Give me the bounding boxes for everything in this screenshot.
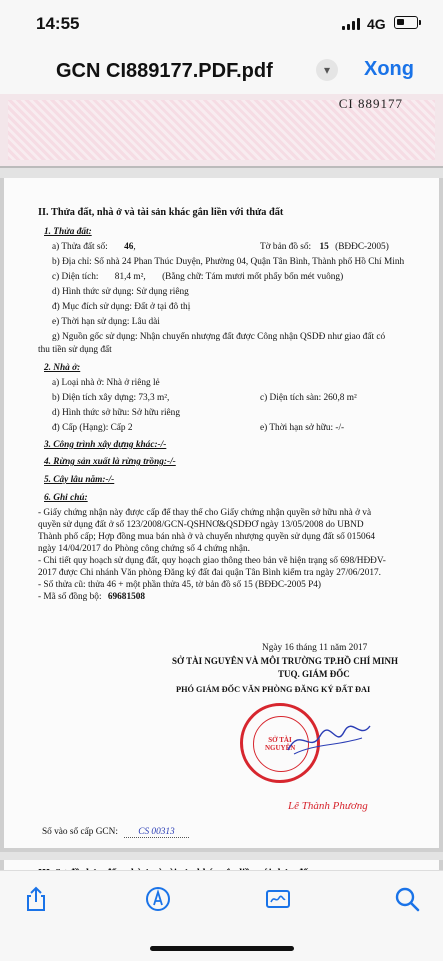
note-1-line-3: Thành phố cấp; Hợp đồng mua bán nhà ở và chuyển nhượng quyền sử dụng đất số 015064 bbox=[38, 532, 375, 542]
land-origin: g) Nguồn gốc sử dụng: Nhận chuyển nhượng đất được Công nhận QSDĐ như giao đất có bbox=[52, 332, 386, 342]
land-use-form: d) Hình thức sử dụng: Sử dụng riêng bbox=[52, 287, 189, 297]
perennial-trees: 5. Cây lâu năm:-/- bbox=[44, 475, 115, 485]
register-label: Số vào sổ cấp GCN: bbox=[42, 827, 118, 837]
cellular-signal-icon bbox=[342, 18, 360, 30]
navigation-bar bbox=[0, 46, 443, 95]
battery-icon bbox=[394, 16, 418, 29]
planted-forest: 4. Rừng sản xuất là rừng trồng:-/- bbox=[44, 457, 176, 467]
sync-code-label: - Mã số đồng bộ: bbox=[38, 592, 102, 602]
note-1-line-4: ngày 14/04/2017 do Phòng công chứng số 4 chứng nhận. bbox=[38, 544, 251, 554]
issue-date: Ngày 16 tháng 11 năm 2017 bbox=[262, 643, 368, 653]
markup-icon[interactable] bbox=[144, 885, 172, 913]
house-term: e) Thời hạn sở hữu: -/- bbox=[260, 423, 345, 433]
authorization: TUQ. GIÁM ĐỐC bbox=[278, 669, 350, 679]
signature-mark bbox=[284, 718, 374, 758]
land-use-purpose: đ) Mục đích sử dụng: Đất ở tại đô thị bbox=[52, 302, 191, 312]
register-value: CS 00313 bbox=[124, 827, 188, 838]
land-heading: 1. Thửa đất: bbox=[44, 227, 92, 237]
land-parcel-label: a) Thửa đất số: bbox=[52, 242, 108, 252]
note-2-line-1: - Chi tiết quy hoạch sử dụng đất, quy hoạch giao thông theo bản vẽ hiện trạng số 698/HĐĐV- bbox=[38, 556, 386, 566]
home-indicator bbox=[150, 946, 294, 951]
land-origin-cont: thu tiền sử dụng đất bbox=[38, 345, 112, 355]
notes-heading: 6. Ghi chú: bbox=[44, 493, 88, 503]
pdf-viewer[interactable] bbox=[0, 94, 443, 870]
other-construction: 3. Công trình xây dựng khác:-/- bbox=[44, 440, 167, 450]
land-parcel-number: 46 bbox=[124, 242, 134, 252]
house-heading: 2. Nhà ở: bbox=[44, 363, 81, 373]
note-3: - Số thửa cũ: thửa 46 + một phần thửa 45, tờ bản đồ số 15 (BĐĐC-2005 P4) bbox=[38, 580, 321, 590]
land-area-words: (Bằng chữ: Tám mươi mốt phẩy bốn mét vuông) bbox=[162, 272, 344, 282]
status-time: 14:55 bbox=[36, 14, 80, 33]
map-sheet-label: Tờ bản đồ số: bbox=[260, 242, 312, 252]
previous-page-fragment bbox=[0, 94, 443, 168]
house-floor-area: c) Diện tích sàn: 260,8 m² bbox=[260, 393, 357, 403]
map-sheet-number: 15 bbox=[319, 242, 329, 252]
certificate-serial: CI 889177 bbox=[338, 96, 403, 111]
pdf-page: II. Thửa đất, nhà ở và tài sản khác gắn liền với thửa đất 1. Thửa đất: a) Thửa đất số: 46, Tờ bản đồ số: 15 (BĐĐC-2005) b) Địa chỉ: Số nhà 24 Phan Thúc Duyện, Phường 04, Quận Tân Bình, Thành phố Hồ Chí Minh c) Diện tích: 81,4 m², (Bằng chữ: Tám mươi mốt phẩy bốn mét vuông) d) Hình thức sử dụng: Sử dụng riêng đ) Mục đích sử dụng: Đất ở tại đô thị e) Thời hạn sử dụng: Lâu dài g) Nguồn gốc sử dụng: Nhận chuyển nhượng đất được Công nhận QSDĐ như giao đất có thu tiền sử dụng đất 2. Nhà ở: a) Loại nhà ở: Nhà ở riêng lẻ b) Diện tích xây dựng: 73,3 m², c) Diện tích sàn: 260,8 m² d) Hình thức sở hữu: Sở hữu riêng đ) Cấp (Hạng): Cấp 2 e) Thời hạn sở hữu: -/- 3. Công trình xây dựng khác:-/- 4. Rừng sản xuất là rừng trồng:-/- 5. Cây lâu năm:-/- 6. Ghi chú: - Giấy chứng nhận này được cấp để thay thế cho Giấy chứng nhận quyền sở hữu nhà ở và quyền sử dụng đất ở số 123/2008/GCN-QSHNƠ&QSDĐƠ ngày 13/05/2008 do UBND Thành phố cấp; Hợp đồng mua bán nhà ở và chuyển nhượng quyền sử dụng đất số 015064 ngày 14/04/2017 do Phòng công chứng số 4 chứng nhận. - Chi tiết quy hoạch sử dụng đất, quy hoạch giao thông theo bản vẽ hiện trạng số 698/HĐĐV- 2017 được Chi nhánh Văn phòng Đăng ký đất đai quận Tân Bình kiểm tra ngày 27/06/2017. - Số thửa cũ: thửa 46 + một phần thửa 45, tờ bản đồ số 15 (BĐĐC-2005 P4) - Mã số đồng bộ: 69681508 Ngày 16 tháng 11 năm 2017 SỞ TÀI NGUYÊN VÀ MÔI TRƯỜNG TP.HỒ CHÍ MINH TUQ. GIÁM ĐỐC PHÓ GIÁM ĐỐC VĂN PHÒNG ĐĂNG KÝ ĐẤT ĐAI SỞ TÀI NGUYÊN Lê Thành Phương Số vào sổ cấp GCN: CS 00313 bbox=[4, 178, 439, 848]
house-type: a) Loại nhà ở: Nhà ở riêng lẻ bbox=[52, 378, 160, 388]
land-address: b) Địa chỉ: Số nhà 24 Phan Thúc Duyện, Phường 04, Quận Tân Bình, Thành phố Hồ Chí Minh bbox=[52, 257, 405, 267]
note-1-line-2: quyền sử dụng đất ở số 123/2008/GCN-QSHNƠ&QSDĐƠ ngày 13/05/2008 do UBND bbox=[38, 520, 364, 530]
land-use-term: e) Thời hạn sử dụng: Lâu dài bbox=[52, 317, 160, 327]
document-title[interactable]: GCN CI889177.PDF.pdf bbox=[56, 60, 273, 82]
map-sheet-note: (BĐĐC-2005) bbox=[335, 242, 389, 252]
sync-code-value: 69681508 bbox=[107, 592, 146, 602]
note-2-line-2: 2017 được Chi nhánh Văn phòng Đăng ký đất đai quận Tân Bình kiểm tra ngày 27/06/2017. bbox=[38, 568, 381, 578]
status-bar bbox=[0, 0, 443, 46]
issuing-agency: SỞ TÀI NGUYÊN VÀ MÔI TRƯỜNG TP.HỒ CHÍ MINH bbox=[172, 656, 398, 666]
chevron-down-icon[interactable]: ▾ bbox=[316, 59, 338, 81]
deputy-title: PHÓ GIÁM ĐỐC VĂN PHÒNG ĐĂNG KÝ ĐẤT ĐAI bbox=[176, 685, 371, 694]
land-area-value: 81,4 m², bbox=[114, 272, 146, 282]
section-2-title: II. Thửa đất, nhà ở và tài sản khác gắn liền với thửa đất bbox=[38, 207, 284, 218]
note-1-line-1: - Giấy chứng nhận này được cấp để thay thế cho Giấy chứng nhận quyền sở hữu nhà ở và bbox=[38, 508, 372, 518]
signer-name: Lê Thành Phương bbox=[288, 800, 368, 812]
search-icon[interactable] bbox=[393, 885, 421, 913]
house-ownership: d) Hình thức sở hữu: Sở hữu riêng bbox=[52, 408, 180, 418]
signature-icon[interactable] bbox=[264, 885, 292, 913]
seal-text: SỞ TÀI NGUYÊN bbox=[265, 736, 296, 752]
house-grade: đ) Cấp (Hạng): Cấp 2 bbox=[52, 423, 133, 433]
land-area-label: c) Diện tích: bbox=[52, 272, 99, 282]
done-button[interactable]: Xong bbox=[364, 58, 414, 80]
share-icon[interactable] bbox=[22, 885, 50, 913]
house-build-area: b) Diện tích xây dựng: 73,3 m², bbox=[52, 393, 170, 403]
network-type: 4G bbox=[367, 16, 386, 32]
